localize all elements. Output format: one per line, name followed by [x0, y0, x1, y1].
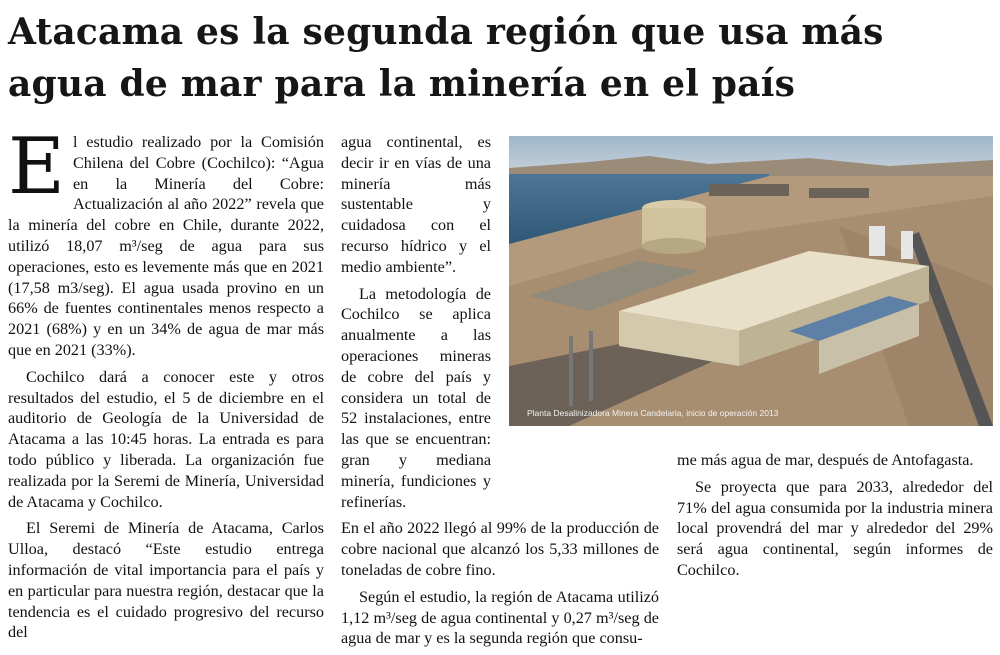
paragraph: Se proyecta que para 2033, alrededor del 71% del agua consumida por la industria minera local provendrá del mar y alrededor del 29% será agua continental, según informes de Cochilco. [677, 477, 993, 579]
article-column-3 [677, 450, 993, 587]
paragraph: En el año 2022 llegó al 99% de la producción de cobre nacional que alcanzó los 5,33 millones de toneladas de cobre fino. [341, 519, 659, 579]
photo-caption: Planta Desalinizadora Minera Candelaria, inicio de operación 2013 [527, 408, 779, 418]
headline: Atacama es la segunda región que usa más agua de mar para la minería en el país [8, 11, 884, 105]
paragraph: agua continental, es decir ir en vías de una minería más sustentable y cuidadosa con el recurso hídrico y el medio ambiente”. [341, 133, 491, 276]
paragraph: me más agua de mar, después de Antofagasta. [677, 451, 974, 469]
paragraph: El Seremi de Minería de Atacama, Carlos Ulloa, destacó “Este estudio entrega información de vital importancia para el país y en particular para nuestra región, destacar que la tendencia es el cuidado progresivo del recurso del [8, 519, 324, 642]
paragraph: l estudio realizado por la Comisión Chilena del Cobre (Cochilco): “Agua en la Minería del Cobre: Actualización al año 2022” revela que la minería del cobre en Chile, durante 2022, utilizó 18,07 m³/seg de agua para sus operaciones, esto es levemente más que en 2021 (17,58 m3/seg). El agua usada provino en un 66% de fuentes continentales menos respecto a 2021 (68%) y en un 34% de agua de mar más que en 2021 (33%). [8, 133, 324, 359]
column-2-narrow-block [341, 132, 491, 512]
paragraph: Según el estudio, la región de Atacama utilizó 1,12 m³/seg de agua continental y 0,27 m³/seg de agua de mar y es la segunda región que consu- [341, 587, 659, 648]
desalination-plant-illustration [509, 136, 993, 426]
article-column-1 [8, 122, 324, 649]
drop-cap: E [8, 122, 65, 212]
paragraph: La metodología de Cochilco se aplica anualmente a las operaciones mineras de cobre del país y considera un total de 52 instalaciones, entre las que se encuentran: gran y mediana minería, fundiciones y refinerías. [341, 284, 491, 511]
paragraph: Cochilco dará a conocer este y otros resultados del estudio, el 5 de diciembre en el auditorio de Geología de la Universidad de Atacama a las 10:45 horas. La entrada es para todo público y liberada. La organización fue realizada por la Seremi de Minería, Universidad de Atacama y Cochilco. [8, 367, 324, 511]
article-photo [509, 136, 993, 426]
